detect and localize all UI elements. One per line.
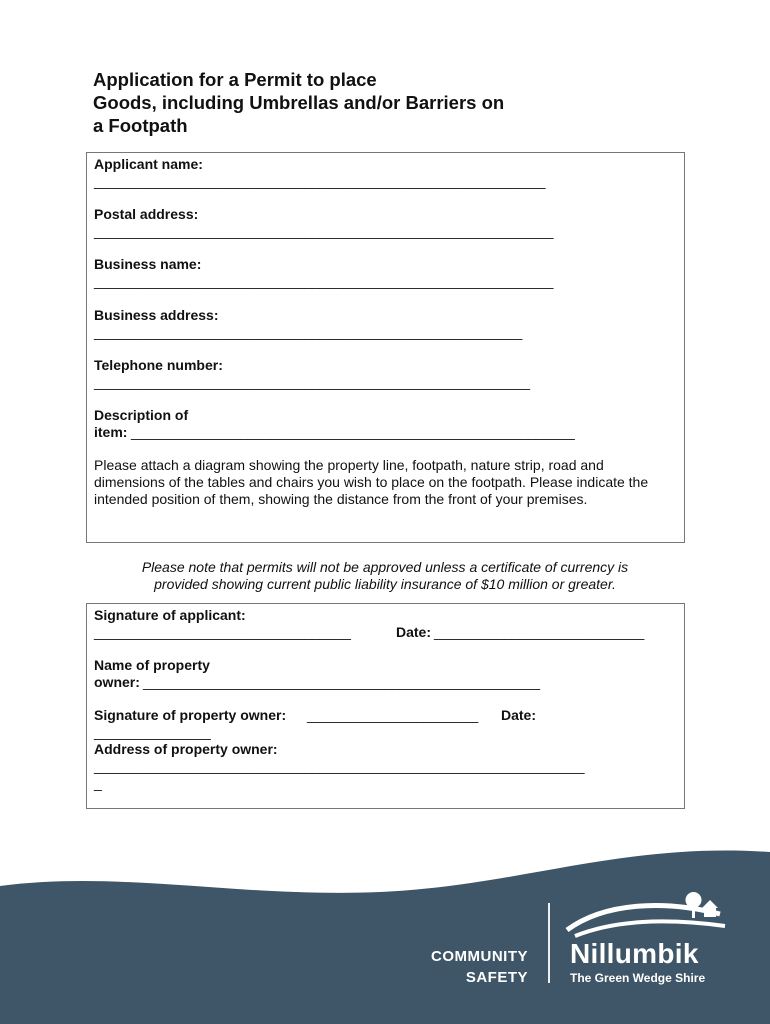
description-label-item: item: [94, 424, 128, 440]
applicant-date-label: Date: [396, 624, 432, 640]
title-line: a Footpath [93, 115, 188, 136]
logo-house-body [704, 908, 716, 917]
diagram-instructions: Please attach a diagram showing the property line, footpath, nature strip, road and dimensions of the tables and chairs you wish to place on the footpath. Please indicate the intended position of them, showing the distance from the front of your premises. [94, 457, 649, 507]
note-line: Please note that permits will not be approved unless a certificate of currency is [141, 559, 629, 575]
owner-address-field-continued[interactable]: _ [94, 775, 102, 791]
brand-block [570, 938, 705, 986]
business-name-field[interactable]: ___________________________________________________________ [94, 273, 554, 289]
footer-divider [548, 903, 550, 983]
owner-name-field[interactable]: ___________________________________________________ [143, 674, 541, 690]
applicant-signature-label: Signature of applicant: [94, 607, 246, 623]
logo-hill-top [567, 906, 720, 930]
postal-address-label: Postal address: [94, 206, 199, 222]
owner-address-field[interactable]: _______________________________________________________________ [94, 758, 585, 774]
business-address-field[interactable]: _______________________________________________________ [94, 324, 523, 340]
insurance-note [93, 559, 677, 593]
owner-date-label: Date: [501, 707, 537, 723]
owner-date-field[interactable]: _______________ [94, 724, 211, 740]
applicant-name-label: Applicant name: [94, 156, 203, 172]
owner-signature-label: Signature of property owner: [94, 707, 287, 723]
owner-signature-field[interactable]: ______________________ [307, 707, 479, 723]
community-safety-label [431, 946, 528, 988]
brand-tagline: The Green Wedge Shire [570, 971, 706, 985]
nillumbik-logo-icon [565, 888, 730, 938]
applicant-date-field[interactable]: ___________________________ [434, 624, 645, 640]
owner-address-label: Address of property owner: [94, 741, 278, 757]
applicant-name-field[interactable]: __________________________________________________________ [94, 173, 546, 189]
title-line: Goods, including Umbrellas and/or Barriers on [93, 92, 505, 113]
program-line: SAFETY [465, 969, 528, 986]
business-name-label: Business name: [94, 256, 202, 272]
logo-tree-canopy [686, 892, 702, 908]
logo-hill-bottom [575, 921, 725, 936]
telephone-field[interactable]: ________________________________________________________ [94, 374, 531, 390]
signature-box [86, 603, 685, 809]
postal-address-field[interactable]: ___________________________________________________________ [94, 223, 554, 239]
title-line: Application for a Permit to place [93, 69, 377, 90]
page-title [93, 68, 653, 137]
description-field[interactable]: _________________________________________________________ [131, 424, 575, 440]
applicant-signature-field[interactable]: _________________________________ [94, 624, 351, 640]
applicant-details-box [86, 152, 685, 543]
logo-house-roof [702, 900, 718, 908]
description-label: Description of [94, 407, 189, 423]
note-line: provided showing current public liability insurance of $10 million or greater. [154, 576, 616, 592]
brand-name: Nillumbik [570, 938, 699, 969]
program-line: COMMUNITY [431, 948, 528, 965]
owner-name-label-owner: owner: [94, 674, 140, 690]
telephone-label: Telephone number: [94, 357, 223, 373]
business-address-label: Business address: [94, 307, 219, 323]
owner-name-label: Name of property [94, 657, 210, 673]
